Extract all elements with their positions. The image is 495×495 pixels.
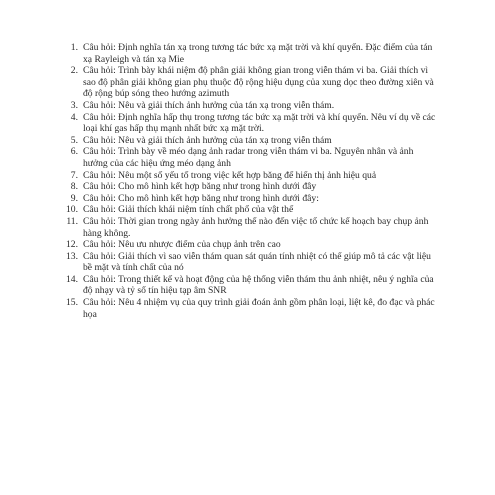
question-text: Câu hỏi: Thời gian trong ngày ảnh hưởng thế nào đến việc tổ chức kế hoạch bay chụp ảnh hàng không. (83, 215, 429, 239)
question-text: Câu hỏi: Định nghĩa hấp thụ trong tương tác bức xạ mặt trời và khí quyển. Nêu ví dụ về các loại khí gas hấp thụ mạnh nhất bức xạ mặt trời. (83, 111, 436, 135)
question-item (68, 193, 440, 205)
question-item (68, 146, 440, 169)
question-text: Câu hỏi: Cho mô hình kết hợp băng như trong hình dưới đây (83, 181, 317, 193)
question-item (68, 100, 440, 112)
question-number: 5. (70, 134, 78, 146)
question-item (68, 42, 440, 65)
question-text: Câu hỏi: Nêu ưu nhược điểm của chụp ảnh trên cao (83, 239, 281, 251)
question-number: 13. (66, 250, 78, 262)
question-item (68, 216, 440, 239)
question-number: 15. (66, 297, 78, 309)
question-text: Câu hỏi: Định nghĩa tán xạ trong tương tác bức xạ mặt trời và khí quyển. Đặc điểm của tán xạ Rayleigh và tán xạ Mie (83, 42, 433, 65)
question-number: 10. (66, 204, 78, 216)
question-number: 8. (70, 181, 78, 193)
question-item (68, 204, 440, 216)
question-item (68, 274, 440, 297)
question-item (68, 112, 440, 135)
question-number: 2. (70, 65, 78, 77)
question-item (68, 65, 440, 100)
question-text: Câu hỏi: Trong thiết kế và hoạt động của hệ thống viễn thám thu ảnh nhiệt, nêu ý nghĩa của độ nhạy và tỷ số tín hiệu tạp âm SNR (83, 273, 434, 297)
question-text: Câu hỏi: Cho mô hình kết hợp băng như trong hình dưới đây: (83, 192, 319, 204)
question-text: Câu hỏi: Nêu 4 nhiệm vụ của quy trình giải đoán ảnh gồm phân loại, liệt kê, đo đạc và phác họa (83, 297, 435, 320)
question-text: Câu hỏi: Nêu và giải thích ảnh hưởng của tán xạ trong viễn thám. (83, 99, 335, 111)
question-item (68, 251, 440, 274)
question-number: 14. (66, 273, 78, 285)
question-number: 3. (70, 99, 78, 111)
question-item (68, 297, 440, 320)
question-number: 7. (70, 169, 78, 181)
question-item (68, 170, 440, 182)
question-item (68, 135, 440, 147)
question-text: Câu hỏi: Nêu một số yếu tố trong việc kết hợp băng để hiển thị ảnh hiệu quả (83, 169, 377, 181)
question-number: 4. (70, 111, 78, 123)
question-number: 12. (66, 239, 78, 251)
question-text: Câu hỏi: Nêu và giải thích ảnh hưởng của tán xạ trong viễn thám (83, 134, 332, 146)
question-item (68, 181, 440, 193)
question-number: 11. (66, 215, 78, 227)
question-number: 9. (70, 192, 78, 204)
question-number: 6. (70, 146, 78, 158)
question-number: 1. (70, 42, 78, 53)
question-text: Câu hỏi: Trình bày về méo dạng ảnh radar trong viễn thám vi ba. Nguyên nhân và ảnh hưởng của các hiệu ứng méo dạng ảnh (83, 146, 414, 169)
question-text: Câu hỏi: Giải thích vì sao viễn thám quan sát quán tính nhiệt có thể giúp mô tả các vật liệu bề mặt và tính chất của nó (83, 250, 431, 274)
question-text: Câu hỏi: Trình bày khái niệm độ phân giải không gian trong viễn thám vi ba. Giải thích vì sao độ phân giải không gian phụ thuộc độ rộng hiệu dụng của xung dọc theo đường xiên và độ rộng búp sóng theo hướng azimuth (83, 65, 434, 100)
question-item (68, 239, 440, 251)
question-text: Câu hỏi: Giải thích khái niệm tính chất phổ của vật thể (83, 204, 294, 216)
question-list (68, 42, 440, 320)
